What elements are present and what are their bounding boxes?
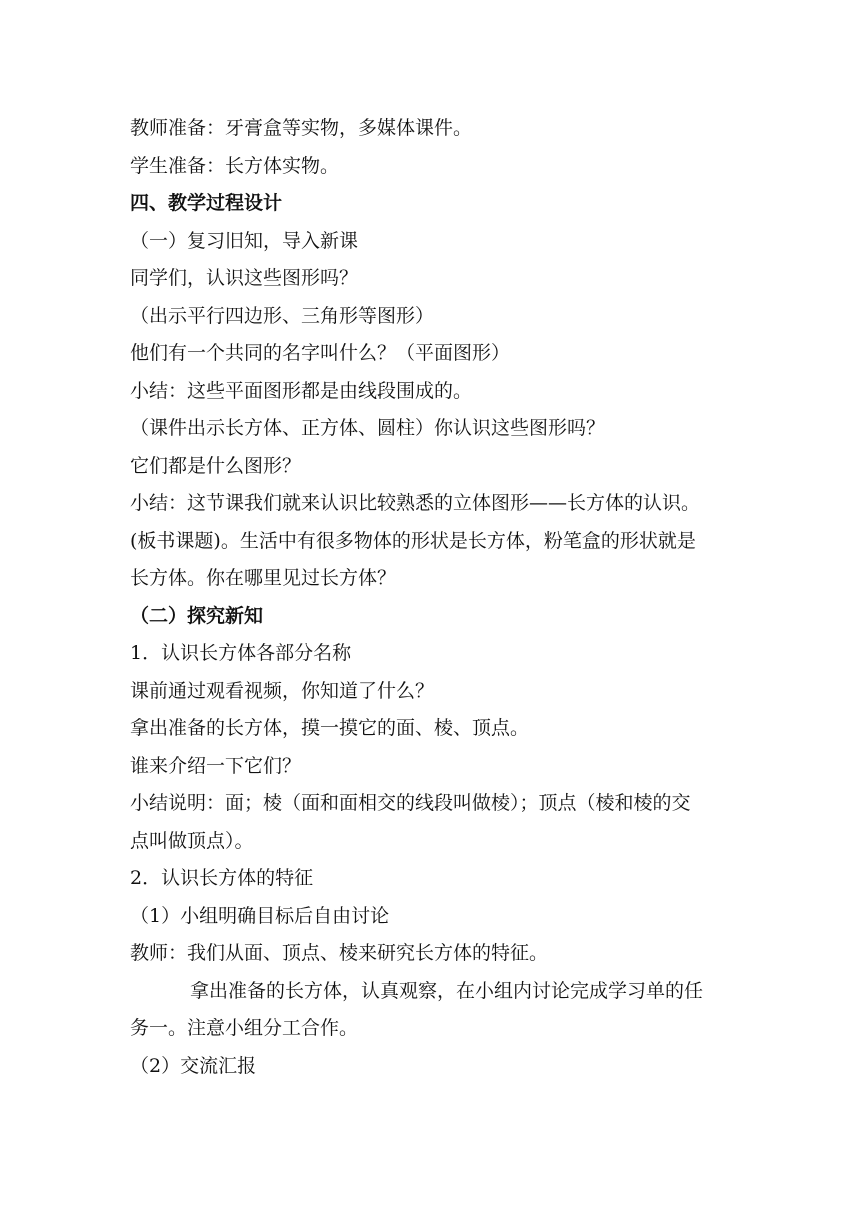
subsection-heading: （一）复习旧知，导入新课 [130, 229, 359, 252]
text-line: （1）小组明确目标后自由讨论 [130, 904, 390, 927]
text-line: 同学们，认识这些图形吗？ [130, 267, 359, 289]
text-line: 学生准备：长方体实物。 [130, 154, 340, 177]
text-line: 课前通过观看视频，你知道了什么？ [130, 679, 435, 702]
subsection-heading: （二）探究新知 [130, 604, 264, 627]
text-line: 长方体。你在哪里见过长方体？ [130, 567, 397, 589]
text-line: （课件出示长方体、正方体、圆柱）你认识这些图形吗？ [130, 417, 606, 439]
text-line: 教师：我们从面、顶点、棱来研究长方体的特征。 [130, 942, 549, 964]
text-line: (板书课题)。生活中有很多物体的形状是长方体，粉笔盒的形状就是 [130, 529, 696, 552]
numbered-heading: 1．认识长方体各部分名称 [130, 642, 352, 664]
text-line: 务一。注意小组分工合作。 [130, 1017, 359, 1039]
numbered-heading: 2．认识长方体的特征 [130, 867, 314, 889]
text-line: （2）交流汇报 [130, 1054, 257, 1077]
text-line: 它们都是什么图形？ [130, 454, 302, 477]
text-line: 小结说明：面；棱（面和面相交的线段叫做棱）；顶点（棱和棱的交 [130, 792, 691, 814]
text-line: （出示平行四边形、三角形等图形） [130, 304, 435, 327]
text-line: 小结：这节课我们就来认识比较熟悉的立体图形——长方体的认识。 [130, 492, 701, 514]
document-page [130, 110, 735, 1085]
text-line: 小结：这些平面图形都是由线段围成的。 [130, 379, 473, 402]
text-line: 点叫做顶点）。 [130, 829, 254, 852]
section-heading: 四、教学过程设计 [130, 192, 283, 214]
text-line: 拿出准备的长方体，摸一摸它的面、棱、顶点。 [130, 717, 530, 739]
text-line: 他们有一个共同的名字叫什么？（平面图形） [130, 342, 511, 364]
text-line: 教师准备：牙膏盒等实物，多媒体课件。 [130, 117, 473, 139]
text-line: 谁来介绍一下它们？ [130, 754, 302, 777]
text-line: 拿出准备的长方体，认真观察，在小组内讨论完成学习单的任 [190, 979, 704, 1002]
